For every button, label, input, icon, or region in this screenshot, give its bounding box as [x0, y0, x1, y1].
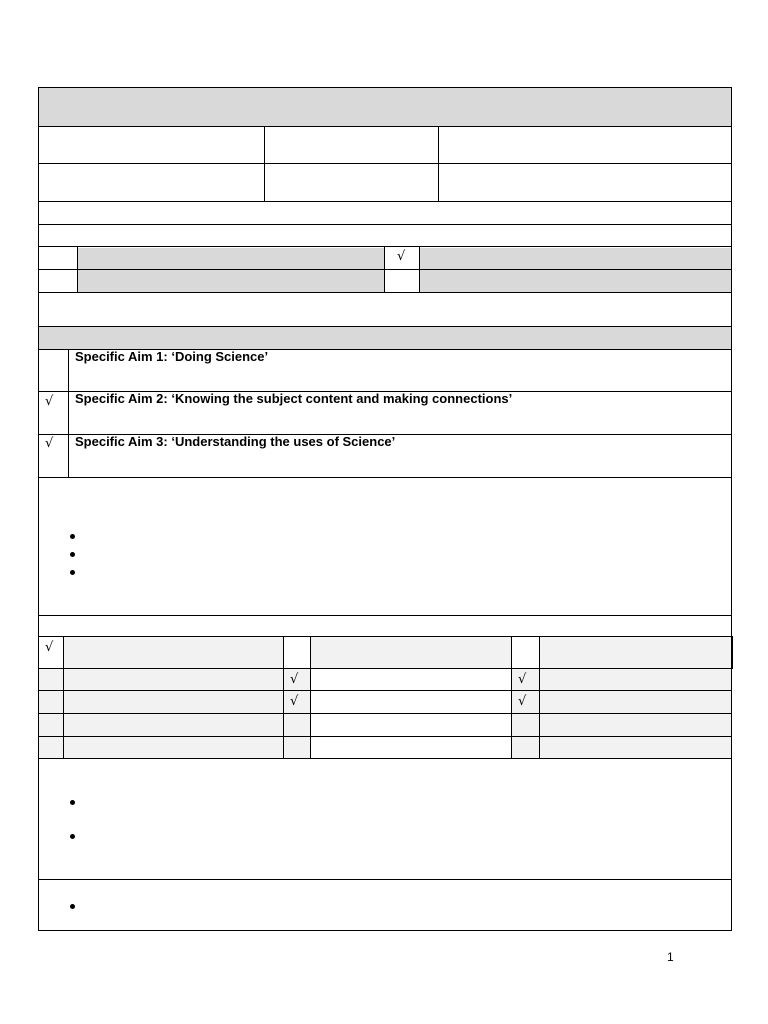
bullet-point — [70, 552, 75, 557]
check-mark: √ — [290, 672, 299, 687]
row-divider — [38, 879, 732, 880]
row-divider — [38, 636, 733, 637]
header-band — [39, 88, 731, 126]
table-border — [38, 87, 732, 88]
check-mark: √ — [290, 694, 299, 709]
row-divider — [38, 736, 732, 737]
check-mark: √ — [518, 672, 527, 687]
row-divider — [38, 292, 732, 293]
option-cell — [78, 270, 384, 292]
grid-cell — [64, 637, 283, 668]
specific-aim-1: Specific Aim 1: ‘Doing Science’ — [75, 349, 269, 364]
column-divider — [63, 636, 64, 759]
specific-aim-2: Specific Aim 2: ‘Knowing the subject content and making connections’ — [75, 391, 513, 406]
bullet-point — [70, 570, 75, 575]
page-number: 1 — [667, 950, 674, 964]
row-divider — [38, 163, 732, 164]
row-divider — [38, 668, 733, 669]
column-divider — [77, 246, 78, 293]
grid-cell — [540, 637, 732, 668]
bullet-point — [70, 904, 75, 909]
column-divider — [68, 349, 69, 478]
row-divider — [38, 477, 732, 478]
table-border — [38, 930, 732, 931]
table-border — [731, 87, 732, 931]
row-divider — [38, 758, 732, 759]
row-divider — [38, 224, 732, 225]
column-divider — [264, 126, 265, 202]
column-divider — [384, 246, 385, 293]
row-divider — [38, 713, 732, 714]
table-border — [38, 87, 39, 931]
row-divider — [38, 690, 732, 691]
check-mark: √ — [518, 694, 527, 709]
option-cell — [420, 248, 731, 269]
column-divider — [438, 126, 439, 202]
check-mark: √ — [45, 436, 54, 451]
check-mark: √ — [45, 640, 54, 655]
bullet-point — [70, 834, 75, 839]
check-mark: √ — [397, 249, 406, 264]
check-mark: √ — [45, 394, 54, 409]
option-cell — [420, 270, 731, 292]
aims-header-band — [39, 327, 731, 349]
row-divider — [38, 615, 732, 616]
row-divider — [38, 201, 732, 202]
column-divider — [283, 636, 284, 759]
column-divider — [419, 246, 420, 293]
column-divider — [511, 636, 512, 759]
bullet-point — [70, 800, 75, 805]
row-divider — [38, 326, 732, 327]
row-divider — [38, 246, 732, 247]
specific-aim-3: Specific Aim 3: ‘Understanding the uses of Science’ — [75, 434, 396, 449]
grid-cell — [311, 637, 511, 668]
row-divider — [38, 269, 732, 270]
bullet-point — [70, 534, 75, 539]
column-divider — [539, 636, 540, 759]
option-cell — [78, 248, 384, 269]
row-divider — [38, 126, 732, 127]
table-border — [732, 636, 733, 669]
column-divider — [310, 636, 311, 759]
